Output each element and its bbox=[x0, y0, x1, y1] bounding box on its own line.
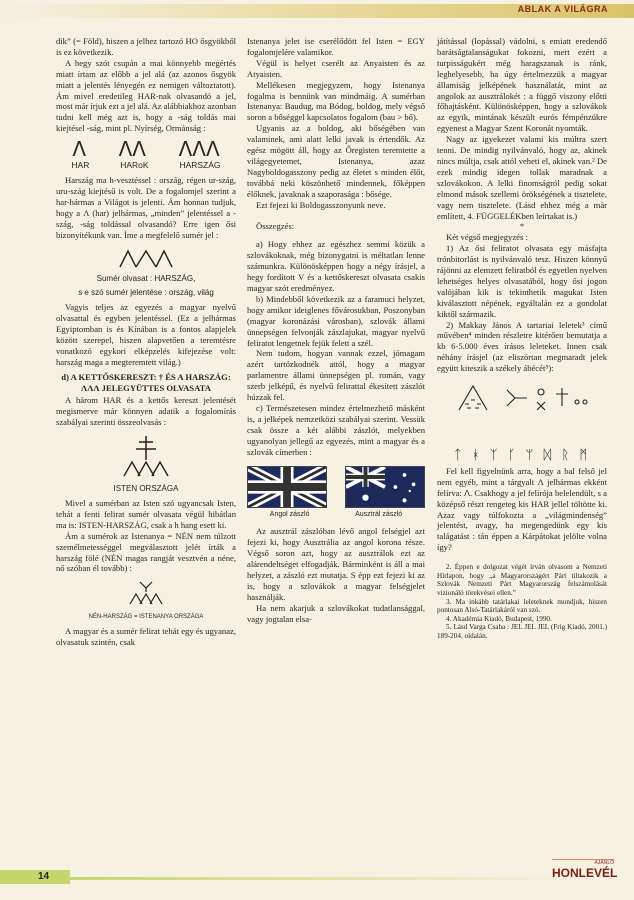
section-heading: d) A KETTŐSKERESZT: † ÉS A HARSZÁG: ΛΛΛ JELEGYÜTTES OLVASATA bbox=[61, 371, 231, 393]
page-number-tab bbox=[0, 870, 70, 884]
flag-captions bbox=[247, 510, 425, 521]
glyph-label: HARSZÁG bbox=[179, 160, 221, 171]
sumer-harszag-figure bbox=[56, 247, 236, 272]
isten-orszaga-figure bbox=[56, 434, 236, 481]
paragraph: Nagy az igyekezet valami kis múltra szert tenni. De mindig nyilvánvaló, hogy az, akinek nincs múltja, csak attól veheti el, akinek van.² De ezek mindig idegen tollak maradnak a szlovákokon. A lelki finomságról pedig sokat elmond mások szellemi örökségének a tisztelete, vagy nem tisztelete. (Lásd ehhez még a már említett, 4. FÜGGELÉKben leírtakat is.) bbox=[437, 134, 607, 221]
logo-name: HONLEVÉL bbox=[552, 866, 618, 880]
tartaria-rune-row: ᛏ ᚼ ᛉ ᚴ ᛘ ᛞ ᚱ ᛗ bbox=[453, 448, 591, 463]
harszag-glyph: ΛΛΛ bbox=[178, 137, 220, 162]
double-cross-harszag-sign bbox=[116, 434, 176, 478]
summary-heading: Összegzés: bbox=[256, 220, 295, 231]
glyph-label: HARoK bbox=[120, 160, 149, 171]
paragraph: b) Mindebből következik az a faramuci helyzet, hogy amikor ideiglenes fővárosukban, Poszonyban (magyar koronázási városban), szlovák állami ünnepségen felvonják zászlajukat, magyar nyelvű feliratot lengetnek fejük felett a szél. bbox=[247, 293, 425, 348]
section-title: ABLAK A VILÁGRA bbox=[517, 4, 608, 14]
figure-caption: ISTEN ORSZÁGA bbox=[113, 484, 179, 494]
paragraph: A hegy szót csupán a mai könnyebb megértés miatt írtam az előbb a jel alá (az azonos ősgyök miatt a jelentés lényegén ez nemigen változtatott). Ám mivel eredetileg HAR-nak olvasandó a jel, most már írjuk ezt a jel alá. Az alábbiakhoz azonban tudni kell még azt is, hogy a -ság toldás mai kiejtésel -ság, mint pl. Nyírség, Ormánság : bbox=[56, 57, 236, 134]
paragraph: Végül is helyet cserélt az Anyaisten és az Atyaisten. bbox=[247, 57, 425, 79]
paragraph: Ezt fejezi ki Boldogasszonyunk neve. bbox=[256, 199, 386, 210]
nen-harszag-figure bbox=[56, 580, 236, 609]
glyph-label: HAR bbox=[71, 160, 90, 171]
paragraph: játítással (lopással) vádolni, s emiatt eredendő barátságtalanságukat fokozni, mert ezért a turpisságukért még haragszanak is ránk, leghelyesebb, ha úgy értelmezzük a magyar államiság jelképének használatát, mint az angolok az ausztrálokét : a függő viszony előtti főhajtásként. Különösképpen, hogy a szlovákok az egyik, mintának készült eurós fémpénzükre egyenest a Magyar Szent Koronát nyomták. bbox=[437, 36, 607, 134]
paragraph: Harszág ma h-vesztéssel : ország, régen ur-szág, uru-szág kiejtésű is volt. De a fogalomjel szerint a har-hármas a Világot is jelenti. Ám honnan tudjuk, hogy a Λ (har) jelhármas, „minden” jelentéssel a -szág, -ság toldással olvasandó? Erre igen ősi bizonyítékunk van. Íme a megfelelő sumér jel : bbox=[56, 175, 236, 240]
paragraph: A magyar és a sumér felirat tehát egy és ugyanaz, olvasatuk szintén, csak bbox=[56, 626, 236, 648]
flag-caption: Angol zászló bbox=[269, 510, 310, 518]
tartaria-signs-figure bbox=[437, 380, 607, 462]
figure-caption: Sumér olvasat : HARSZÁG, bbox=[96, 274, 196, 284]
paragraph: Ugyanis az a boldog, aki bőségében van valaminek, ami alatt lelki javak is értendők. Az egész mögött áll, hogy az Őregisten teremtette a világegyetemet, Istenanya, azaz Nagyboldogasszony pedig az életet s minden élőt, továbbá neki köszönhető mindennek, főképpen élőknek, javaknak a szaporasága : bősége. bbox=[247, 123, 425, 199]
honlevel-logo bbox=[552, 859, 618, 888]
figure-caption: NÉN-HARSZÁG = ISTENANYA ORSZÁGA bbox=[88, 614, 204, 621]
page-number: 14 bbox=[38, 871, 50, 882]
paragraph: c) Természetesen mindez értelmezhető másként is, a jelképek nemzetközi szabályai szerint. Vessük csak össze a két alábbi zászlót, melyekben ugyanolyan jellegű az egyezés, mint a magyar és a szlovák címerben : bbox=[247, 403, 425, 457]
flag-caption: Ausztrál zászló bbox=[355, 510, 403, 518]
footnote: 2. Éppen e dolgozat végét írván olvasom a Nemzeti Hírlapon, hogy „a Magyarországért Párt tiltakozik a Szlovák Nemzeti Párt Magyarország felszámolását vizionáló törekvései ellen.” bbox=[437, 563, 607, 597]
nen-harszag-sign bbox=[126, 580, 166, 606]
tartaria-tablet-signs bbox=[437, 380, 607, 446]
paragraph: Az ausztrál zászlóban lévő angol felségjel azt fejezi ki, hogy Ausztrália az angol korona része. Végső soron azt, hogy az ausztrálok ezt az alárendeltséget elfogadják. Bárminként is áll a mai helyzet, a zászló ezt mutatja. S épp ezt fejezi ki az is, hogy a szlovákok a magyar felségjelet használják. bbox=[247, 526, 425, 602]
footnote: 3. Ma inkább tatárlakai leleteknek mondjuk, hiszen pontosan Alsó-Tatárlakáról van szó. bbox=[437, 597, 607, 615]
flags-figure bbox=[247, 466, 425, 508]
paragraph: A három HAR és a kettős kereszt jelentését megismerve már könnyen adatik a fogalomírás szabályai szerinti összeolvasás : bbox=[56, 395, 236, 428]
column-3 bbox=[437, 36, 607, 641]
footnote: 4. Akadémia Kiadó, Budapest, 1990. bbox=[446, 614, 552, 623]
paragraph: Ha nem akarjuk a szlovákokat tudatlansággal, vagy jogtalan elsa- bbox=[247, 602, 425, 624]
paragraph: 1) Az ősi feliratot olvasata egy másfajta trónbitorlást is nyilvánvaló tesz. Hiszen könnyű rájönni az elemzett feliratból és egyetlen nyelven lehetséges helyes olvasatából, hogy ősi jogon valójában kik is tekinthetik magukat Isten kiválasztott népének, egyáltalán ez a gondolat kiktől származik. bbox=[437, 243, 607, 319]
sumer-harszag-sign bbox=[116, 247, 176, 269]
paragraph: Vagyis teljes az egyezés a magyar nyelvű olvasattal és egyben jelentéssel. (Ez a jelhármas Egyiptomban is és Kínában is a fontos alapjelek között szerepel, hiszen alapvetően a teremtésre vonatkozó egykori elképzelés kifejezése volt: harszág maga a megteremtett világ.) bbox=[56, 302, 236, 367]
notes-heading: Két végső megjegyzés : bbox=[446, 232, 528, 243]
footer-bar bbox=[56, 877, 576, 880]
column-1 bbox=[56, 36, 236, 648]
logo-tagline: AJÁNLÓ bbox=[594, 860, 614, 866]
paragraph: Mivel a sumérban az Isten szó ugyancsak Isten, tehát a fenti felirat sumér olvasata végül hibátlan ma is: ISTEN-HARSZÁG, csak a h hang esett ki. bbox=[56, 498, 236, 530]
har-glyph-row bbox=[56, 137, 236, 162]
footnote: 5. Lásd Varga Csaba : JEL JEL JEL (Frig Kiadó, 2001.) 189-204. oldalán. bbox=[437, 623, 607, 640]
paragraph: 2) Makkay János A tartariai leletek³ című művében⁴ minden részletre kitérően bemutatja a kb 6-5.000 éves írásos leleteket. Innen csak néhány írásjel (az eliszórtan megmaradt jelek együtt kiteszik a székely ábécét⁵): bbox=[437, 319, 607, 374]
paragraph: Istenanya jelet ise cserélődött fel Isten = EGY fogalomjelére valamikor. bbox=[247, 36, 425, 57]
australian-flag bbox=[345, 466, 425, 508]
figure-caption: s e szó sumér jelentése : ország, világ bbox=[78, 288, 214, 298]
paragraph: Mellékesen megjegyzem, hogy Istenanya fogalma is bennünk van mindmáig. A sumérban Istenanya: Baudug, ma Bódog, boldog, mely végső soron a bőséggel kapcsolatos fogalom (bau > bő). bbox=[247, 79, 425, 123]
paragraph: Ám a sumérok az Istenanya = NÉN nem túlzott személmetességgel megválasztott jelét írták a harszág fölé (NÉN magas rangját vesztvén a néne, nő szóban él tovább) : bbox=[56, 530, 236, 574]
page-header bbox=[0, 0, 634, 22]
paragraph: Fel kell figyelnünk arra, hogy a bal felső jel nem egyéb, mint a tárgyalt Λ jelhármas ekként felírva: ᐱ. Csakhogy a jel felírója belelendült, s a középső részt rengeteg kis HAR jellel töltötte ki. Azaz vagy túlfokozta a „világmindenség” jelentést, avagy, ha megengedünk egy kis talágatást : tán éppen a Kárpátokat jelölte volna így? bbox=[437, 465, 607, 553]
union-jack-flag bbox=[247, 466, 327, 508]
paragraph: dik” (= Föld), hiszen a jelhez tartozó HO ősgyökből is ez következik. bbox=[56, 36, 236, 57]
harok-glyph: ΛΛ bbox=[118, 137, 146, 162]
har-glyph: Λ bbox=[72, 137, 86, 162]
column-2 bbox=[247, 36, 425, 625]
paragraph: a) Hogy ehhez az egészhez semmi közük a szlovákoknak, még bizonygatni is méltatlan lenne számunkra. Különösképpen hogy a négy írásjel, a hegy fordított V és a kettőskereszt olvasata csakis magyar szót eredményez. bbox=[247, 239, 425, 294]
glyph-labels bbox=[56, 160, 236, 171]
separator: * bbox=[519, 221, 525, 232]
paragraph: Nem tudom, hogyan vannak ezzel, jómagam azért tartózkodnék attól, hogy a magyar parlamentre állami ünnepségen pl. román, vagy szerb jelképű, és nyelvű felirattal ékesített zászlót húzzak fel. bbox=[247, 348, 425, 403]
